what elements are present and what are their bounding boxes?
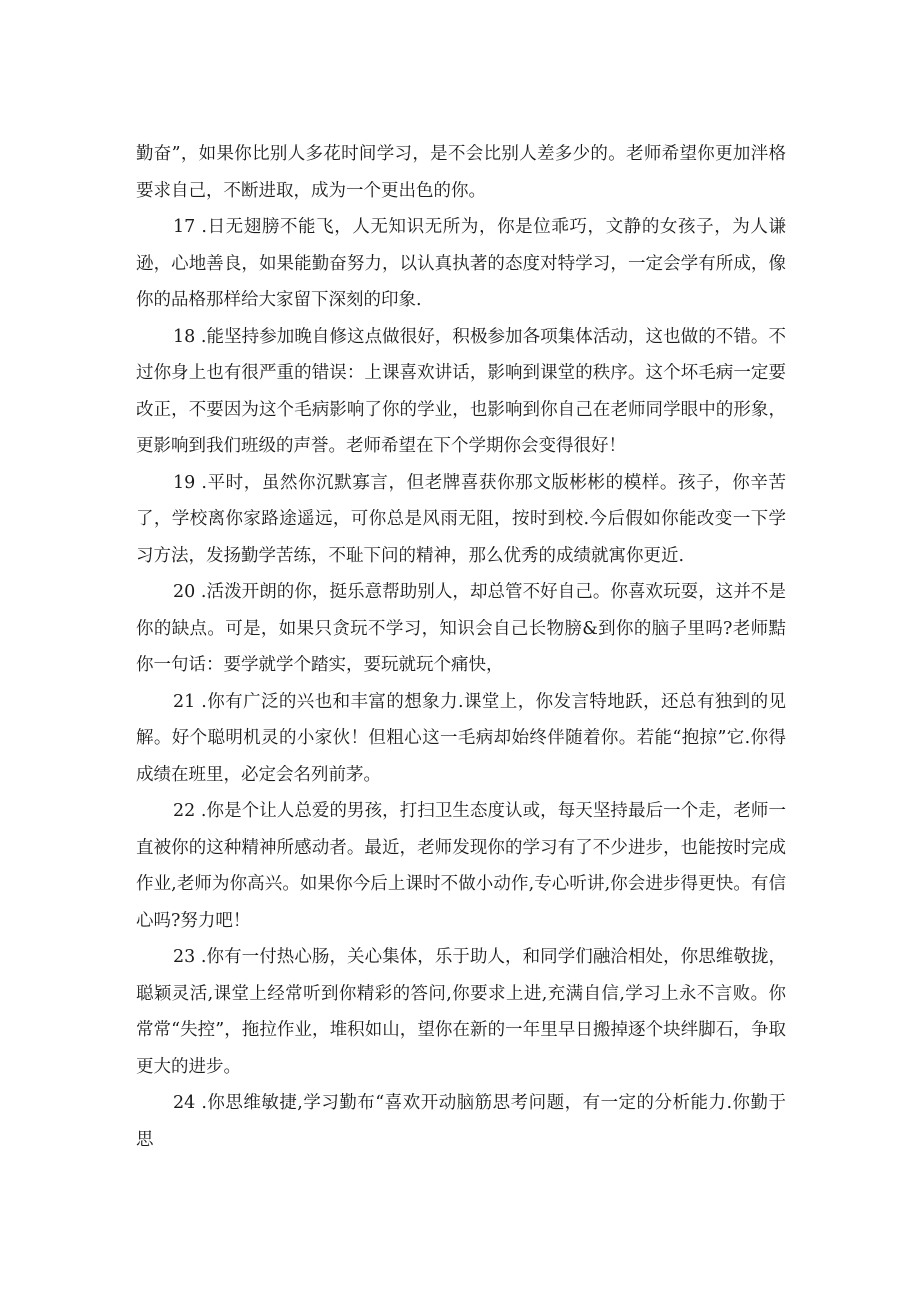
document-body <box>136 136 786 1158</box>
paragraph-continuation: 勤奋”，如果你比别人多花时间学习，是不会比别人差多少的。老师希望你更加泮格要求自己，不断进取，成为一个更出色的你。 <box>136 144 786 201</box>
paragraph-item-20: 20 .活泼开朗的你，挺乐意帮助别人，却总管不好自己。你喜欢玩耍，这并不是你的缺点。可是，如果只贪玩不学习，知识会自己长物膀&到你的脑子里吗?老师黠你一句话：要学就学个踏实，要玩就玩个痛快， <box>136 582 786 675</box>
paragraph-item-19: 19 .平时，虽然你沉默寡言，但老牌喜获你那文版彬彬的模样。孩子，你辛苦了，学校离你家路途遥远，可你总是风雨无阻，按时到校.今后假如你能改变一下学习方法，发扬勤学苦练，不耻下问的精神，那么优秀的成绩就寓你更近. <box>136 472 786 566</box>
paragraph-item-17: 17 .日无翅膀不能飞，人无知识无所为，你是位乖巧，文静的女孩子，为人谦逊，心地善良，如果能勤奋努力，以认真执著的态度对特学习，一定会学有所成，像你的品格那样给大家留下深刻的印象. <box>136 217 786 310</box>
paragraph-item-22: 22 .你是个让人总爱的男孩，打扫卫生态度认或，每天坚持最后一个走，老师一直被你的这种精神所感动者。最近，老师发现你的学习有了不少进步，也能按时完成作业,老师为你高兴。如果你今后上课时不做小动作,专心听讲,你会进步得更快。有信心吗?努力吧！ <box>136 801 786 931</box>
paragraph-item-21: 21 .你有广泛的兴也和丰富的想象力.课堂上，你发言特地跃，还总有独到的见解。好个聪明机灵的小家伙！但粗心这一毛病却始终伴随着你。若能“抱掠”它.你得成绩在班里，必定会名列前茅。 <box>136 691 786 785</box>
paragraph-item-24: 24 .你思维敏捷,学习勤布“喜欢开动脑筋思考问题，有一定的分析能力.你勤于思 <box>136 1093 786 1150</box>
paragraph-item-18: 18 .能坚持参加晚自修这点做很好，积极参加各项集体活动，这也做的不错。不过你身上也有很严重的错误：上课喜欢讲话，影响到课堂的秩序。这个坏毛病一定要改正，不要因为这个毛病影响了你的学业，也影响到你自己在老师同学眼中的形象，更影响到我们班级的声誉。老师希望在下个学期你会变得很好！ <box>136 326 786 456</box>
paragraph-item-23: 23 .你有一付热心肠，关心集体，乐于助人，和同学们融洽相处，你思维敬拢，聪颖灵活,课堂上经常听到你精彩的答问,你要求上进,充满自信,学习上永不言败。你常常“失控”，拖拉作业，堆积如山，望你在新的一年里早日搬掉逐个块绊脚石，争取更大的进步。 <box>136 947 786 1077</box>
